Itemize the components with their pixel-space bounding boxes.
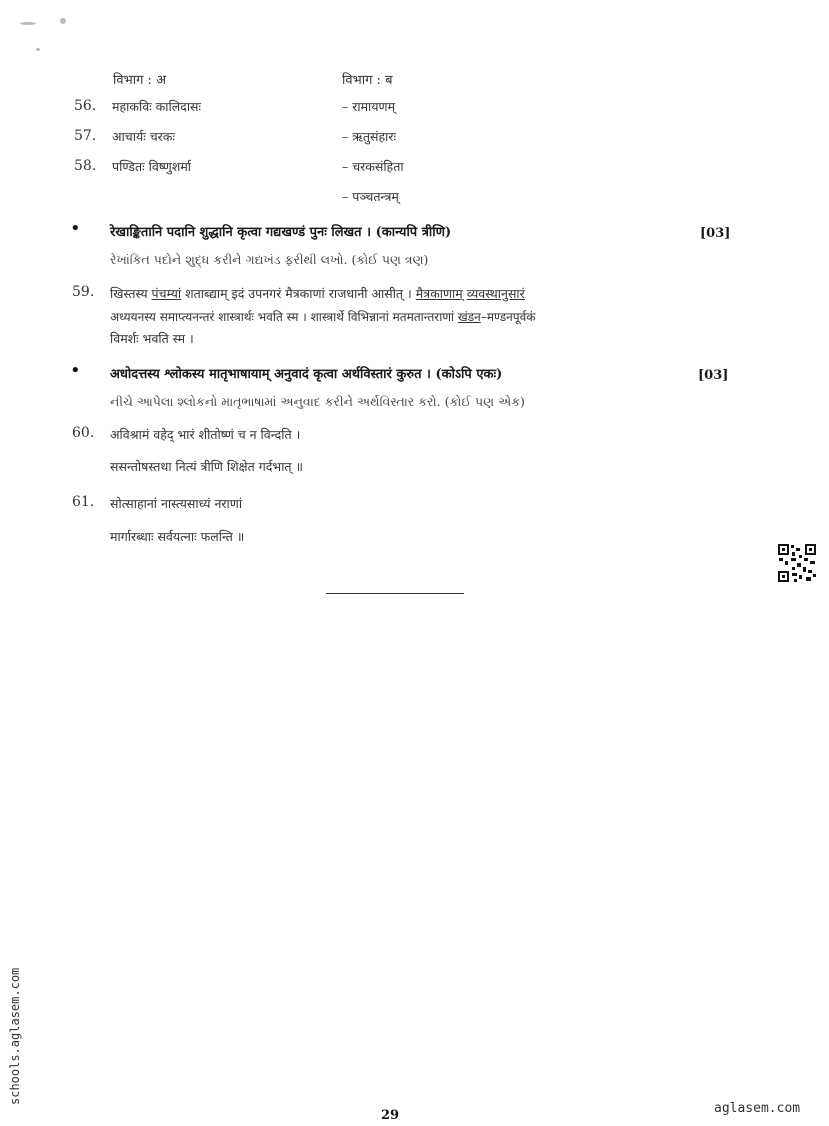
watermark: aglasem.com bbox=[714, 1101, 801, 1116]
bullet-icon: • bbox=[70, 360, 81, 381]
marks-label: [03] bbox=[700, 226, 731, 241]
section-instruction: अधोदत्तस्य श्लोकस्य मातृभाषायाम् अनुवादं कृत्वा अर्थविस्तारं कुरुत । (कोऽपि एकः) bbox=[110, 367, 503, 382]
shloka-line: ससन्तोषस्तथा नित्यं त्रीणि शिक्षेत गर्दभात् ॥ bbox=[110, 459, 304, 474]
question-number: 61. bbox=[72, 494, 95, 510]
section-instruction: रेखाङ्कितानि पदानि शुद्धानि कृत्वा गद्यखण्डं पुनः लिखत । (कान्यपि त्रीणि) bbox=[110, 225, 452, 240]
scan-smudge bbox=[60, 18, 66, 24]
passage-line: विमर्शः भवति स्म । bbox=[110, 331, 194, 346]
side-watermark: schools.aglasem.com bbox=[8, 967, 22, 1105]
question-number: 57. bbox=[74, 128, 97, 144]
passage-text: शताब्द्याम् इदं उपनगरं मैत्रकाणां राजधानी आसीत् । bbox=[181, 286, 416, 301]
question-number: 60. bbox=[72, 425, 95, 441]
scan-smudge bbox=[20, 22, 36, 25]
section-a-header: विभाग : अ bbox=[113, 73, 166, 88]
page-number: 29 bbox=[381, 1108, 400, 1123]
passage-text: अध्ययनस्य समाप्त्यनन्तरं शास्त्रार्थः भवति स्म । शास्त्रार्थे विभिन्नानां मतमतान्तराणां bbox=[110, 310, 458, 324]
question-number: 58. bbox=[74, 158, 97, 174]
question-number: 59. bbox=[72, 284, 95, 300]
shloka-line: सोत्साहानां नास्त्यसाध्यं नराणां bbox=[110, 496, 243, 511]
scan-smudge bbox=[36, 48, 40, 51]
shloka-line: मार्गारब्धाः सर्वयत्नाः फलन्ति ॥ bbox=[110, 529, 245, 544]
match-item-b: – रामायणम् bbox=[342, 99, 396, 114]
section-instruction-gujarati: રેખાંકિત પદોને શુદ્ધ કરીને ગદ્યખંડ ફરીથી લખો. (કોઈ પણ ત્રણ) bbox=[110, 252, 429, 267]
match-item-a: पण्डितः विष्णुशर्मा bbox=[112, 159, 192, 174]
question-number: 56. bbox=[74, 98, 97, 114]
match-item-b: – ऋतुसंहारः bbox=[342, 129, 396, 144]
underlined-word: खंडन bbox=[457, 310, 481, 324]
shloka-line: अविश्रामं वहेद् भारं शीतोष्णं च न विन्दति । bbox=[110, 427, 301, 442]
passage-line bbox=[110, 285, 525, 302]
match-item-b: – चरकसंहिता bbox=[342, 159, 404, 174]
match-item-b: – पञ्चतन्त्रम् bbox=[342, 189, 399, 204]
match-item-a: आचार्यः चरकः bbox=[112, 129, 175, 144]
passage-text: –मण्डनपूर्वकं bbox=[480, 310, 536, 324]
underlined-word: पंचम्यां bbox=[151, 286, 182, 301]
match-item-a: महाकविः कालिदासः bbox=[112, 99, 202, 114]
qr-code-icon bbox=[777, 543, 817, 583]
passage-line bbox=[110, 308, 536, 325]
section-instruction-gujarati: નીચે આપેલા શ્લોકનો માતૃભાષામાં અનુવાદ કરીને અર્થવિસ્તાર કરો. (કોઈ પણ એક) bbox=[110, 394, 525, 409]
bullet-icon: • bbox=[70, 218, 81, 239]
underlined-word: मैत्रकाणाम् bbox=[415, 286, 463, 301]
underlined-word: व्यवस्थानुसारं bbox=[466, 286, 525, 301]
end-divider bbox=[326, 593, 464, 594]
section-b-header: विभाग : ब bbox=[342, 73, 393, 88]
passage-text: खिस्तस्य bbox=[110, 286, 152, 301]
marks-label: [03] bbox=[698, 368, 729, 383]
